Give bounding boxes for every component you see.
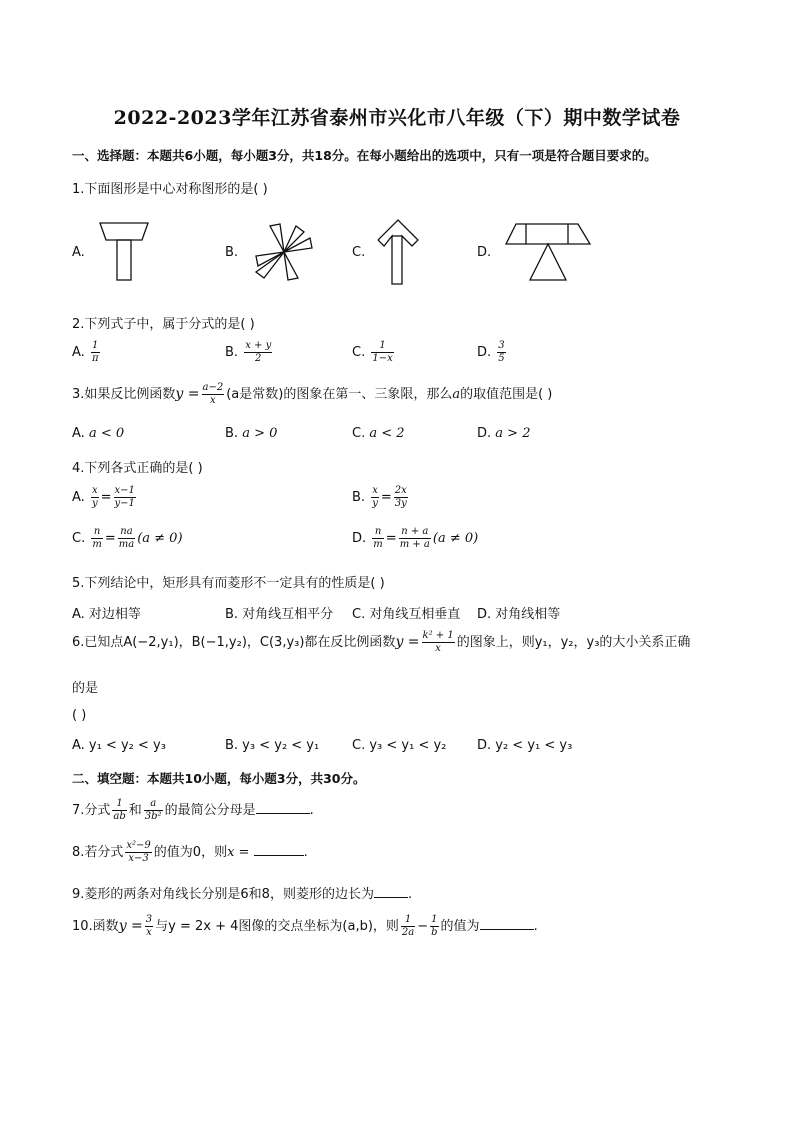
q6-fraction — [422, 630, 455, 655]
numerator: x²−9 — [126, 840, 151, 851]
q1-option-b-label: B. — [225, 245, 239, 260]
numerator: 1 — [112, 798, 126, 811]
q2-option-a — [72, 340, 102, 365]
denominator: 3b² — [144, 811, 162, 822]
q9-answer-blank[interactable] — [374, 886, 408, 898]
q4-a-left-fraction — [91, 485, 99, 510]
minus-sign: − — [417, 919, 429, 934]
question-5-stem: 5.下列结论中，矩形具有而菱形不一定具有的性质是( ) — [72, 576, 385, 591]
q3-option-c-text: a < 2 — [369, 426, 405, 441]
q10-stem-pre: 10.函数 — [72, 919, 119, 934]
q2-option-a-fraction — [91, 340, 100, 365]
q6-answer-paren: ( ) — [72, 708, 87, 723]
q10-answer-blank[interactable] — [480, 918, 534, 930]
numerator: a — [144, 798, 163, 811]
q7-end: . — [309, 803, 314, 818]
q1-figure-c — [376, 216, 420, 286]
numerator: 1 — [371, 340, 393, 353]
q6-option-b: B. y₃ < y₂ < y₁ — [225, 738, 320, 753]
q3-option-c-label: C. — [352, 426, 366, 441]
q7-fraction-2 — [144, 798, 163, 823]
q2-option-b — [225, 340, 274, 365]
q3-option-a-label: A. — [72, 426, 85, 441]
denominator: x−3 — [128, 853, 149, 864]
q10-y-equals: y = — [118, 918, 143, 934]
q4-c-right-fraction — [118, 526, 135, 551]
denominator: m + a — [399, 539, 430, 550]
q2-option-b-fraction — [244, 340, 272, 365]
q2-option-b-label: B. — [225, 345, 239, 360]
numerator: na — [118, 526, 135, 539]
q4-a-right-fraction — [114, 485, 136, 510]
q5-option-c: C. 对角线互相垂直 — [352, 607, 461, 622]
q3-y-equals: y = — [175, 386, 200, 402]
q3-stem-post: 的取值范围是( ) — [460, 387, 553, 402]
q3-stem-pre: 3.如果反比例函数 — [72, 387, 176, 402]
q8-stem-pre: 8.若分式 — [72, 845, 124, 860]
q7-answer-blank[interactable] — [256, 802, 310, 814]
denominator: x — [210, 395, 216, 406]
question-1-stem: 1.下面图形是中心对称图形的是( ) — [72, 182, 268, 197]
q10-fraction-2 — [430, 914, 438, 939]
question-8 — [72, 840, 308, 865]
q4-d-left-fraction — [372, 526, 383, 551]
denominator: 2 — [255, 353, 262, 364]
q6-stem-pre: 6.已知点A(−2,y₁)，B(−1,y₂)，C(3,y₃)都在反比例函数 — [72, 635, 396, 650]
denominator: 2a — [401, 927, 415, 938]
q9-stem: 9.菱形的两条对角线长分别是6和8，则菱形的边长为 — [72, 887, 374, 902]
equals-sign: = — [100, 490, 112, 505]
q2-option-a-label: A. — [72, 345, 85, 360]
q7-fraction-1 — [112, 798, 126, 823]
q10-end: . — [533, 919, 538, 934]
numerator: n — [372, 526, 383, 539]
q2-option-d-label: D. — [477, 345, 492, 360]
numerator: 2x — [394, 485, 407, 496]
numerator: n + a — [399, 526, 431, 539]
numerator: 1 — [401, 914, 415, 927]
q5-option-a: A. 对边相等 — [72, 607, 141, 622]
denominator: m — [92, 539, 102, 550]
q5-option-d: D. 对角线相等 — [477, 607, 561, 622]
q1-option-c-label: C. — [352, 245, 366, 260]
q7-stem-pre: 7.分式 — [72, 803, 111, 818]
section-1-header: 一、选择题：本题共6小题，每小题3分，共18分。在每小题给出的选项中，只有一项是符合题目要求的。 — [72, 148, 657, 163]
q1-figure-a — [98, 222, 150, 282]
q10-fraction — [145, 914, 153, 939]
numerator: x + y — [245, 340, 272, 351]
denominator: 5 — [498, 353, 505, 364]
q6-option-c: C. y₃ < y₁ < y₂ — [352, 738, 447, 753]
q2-option-d-fraction — [497, 340, 505, 365]
q4-c-condition: (a ≠ 0) — [137, 531, 183, 546]
question-10 — [72, 914, 538, 939]
q4-option-d-label: D. — [352, 531, 367, 546]
numerator: n — [91, 526, 102, 539]
q1-option-a-label: A. — [72, 245, 85, 260]
question-7 — [72, 798, 314, 823]
q5-option-b: B. 对角线互相平分 — [225, 607, 334, 622]
numerator: x−1 — [114, 485, 135, 496]
q3-option-a-text: a < 0 — [88, 426, 125, 441]
equals-sign: = — [380, 490, 392, 505]
q4-d-condition: (a ≠ 0) — [432, 531, 479, 546]
q10-fraction-1 — [401, 914, 415, 939]
question-6-stem — [72, 630, 690, 655]
q4-b-left-fraction — [371, 485, 379, 510]
q6-stem-post: 的图象上，则y₁，y₂，y₃的大小关系正确 — [456, 635, 691, 650]
numerator: 1 — [431, 914, 438, 925]
q4-option-a-label: A. — [72, 490, 85, 505]
q6-option-d: D. y₂ < y₁ < y₃ — [477, 738, 573, 753]
q6-stem-line-2: 的是 — [72, 681, 99, 696]
denominator: b — [431, 927, 438, 938]
q1-option-d-label: D. — [477, 245, 492, 260]
question-3-stem — [72, 382, 552, 407]
q4-option-b — [352, 485, 410, 510]
q4-c-left-fraction — [91, 526, 102, 551]
q7-stem-post: 的最简公分母是 — [164, 803, 256, 818]
q8-x-equals: x = — [227, 845, 250, 860]
q3-option-b-text: a > 0 — [242, 426, 278, 441]
q3-option-b-label: B. — [225, 426, 239, 441]
q8-answer-blank[interactable] — [254, 844, 304, 856]
denominator: x — [435, 643, 441, 654]
q6-y-equals: y = — [395, 634, 420, 650]
q3-variable-a: a — [452, 387, 461, 402]
q8-fraction — [125, 840, 151, 865]
numerator: 3 — [498, 340, 505, 351]
equals-sign: = — [104, 531, 116, 546]
q1-figure-d — [504, 220, 594, 284]
q8-end: . — [303, 845, 308, 860]
q9-end: . — [407, 887, 413, 902]
q2-option-c-fraction — [371, 340, 393, 365]
q4-b-right-fraction — [394, 485, 408, 510]
q4-option-c — [72, 526, 183, 551]
numerator: a−2 — [202, 382, 224, 393]
q3-option-c — [352, 426, 405, 441]
denominator: 3y — [394, 498, 407, 509]
q3-stem-mid: (a是常数)的图象在第一、三象限，那么 — [226, 387, 453, 402]
q3-option-a — [72, 426, 124, 441]
q10-stem-mid: 与y = 2x + 4图像的交点坐标为(a,b)，则 — [155, 919, 399, 934]
q4-option-c-label: C. — [72, 531, 86, 546]
denominator: 1−x — [372, 353, 393, 364]
q1-figure-b — [252, 222, 316, 282]
q4-option-a — [72, 485, 138, 510]
denominator: ma — [118, 539, 135, 550]
denominator: ab — [113, 811, 126, 822]
denominator: y−1 — [114, 498, 135, 509]
page-title: 2022-2023学年江苏省泰州市兴化市八年级（下）期中数学试卷 — [113, 107, 681, 129]
q2-option-d — [477, 340, 508, 365]
q3-option-b — [225, 426, 277, 441]
q3-option-d-label: D. — [477, 426, 492, 441]
q3-fraction — [202, 382, 225, 407]
numerator: x — [91, 485, 98, 496]
q3-option-d-text: a > 2 — [495, 426, 531, 441]
equals-sign: = — [385, 531, 397, 546]
denominator: x — [146, 927, 152, 938]
q10-stem-post: 的值为 — [440, 919, 480, 934]
q2-option-c-label: C. — [352, 345, 366, 360]
q2-option-c — [352, 340, 396, 365]
denominator: m — [373, 539, 383, 550]
q4-d-right-fraction — [399, 526, 431, 551]
numerator: 1 — [92, 340, 99, 351]
denominator: π — [91, 353, 99, 364]
numerator: x — [372, 485, 378, 496]
q4-option-b-label: B. — [352, 490, 366, 505]
q4-option-d — [352, 526, 478, 551]
q3-option-d — [477, 426, 530, 441]
question-9 — [72, 883, 412, 902]
section-2-header: 二、填空题：本题共10小题，每小题3分，共30分。 — [72, 771, 366, 786]
numerator: k² + 1 — [422, 630, 454, 641]
denominator: y — [91, 498, 98, 509]
numerator: 3 — [145, 914, 153, 925]
question-2-stem: 2.下列式子中，属于分式的是( ) — [72, 317, 255, 332]
q8-stem-mid: 的值为0，则 — [153, 845, 228, 860]
question-4-stem: 4.下列各式正确的是( ) — [72, 461, 203, 476]
q7-stem-mid: 和 — [128, 803, 142, 818]
denominator: y — [372, 498, 378, 509]
q6-option-a: A. y₁ < y₂ < y₃ — [72, 738, 166, 753]
